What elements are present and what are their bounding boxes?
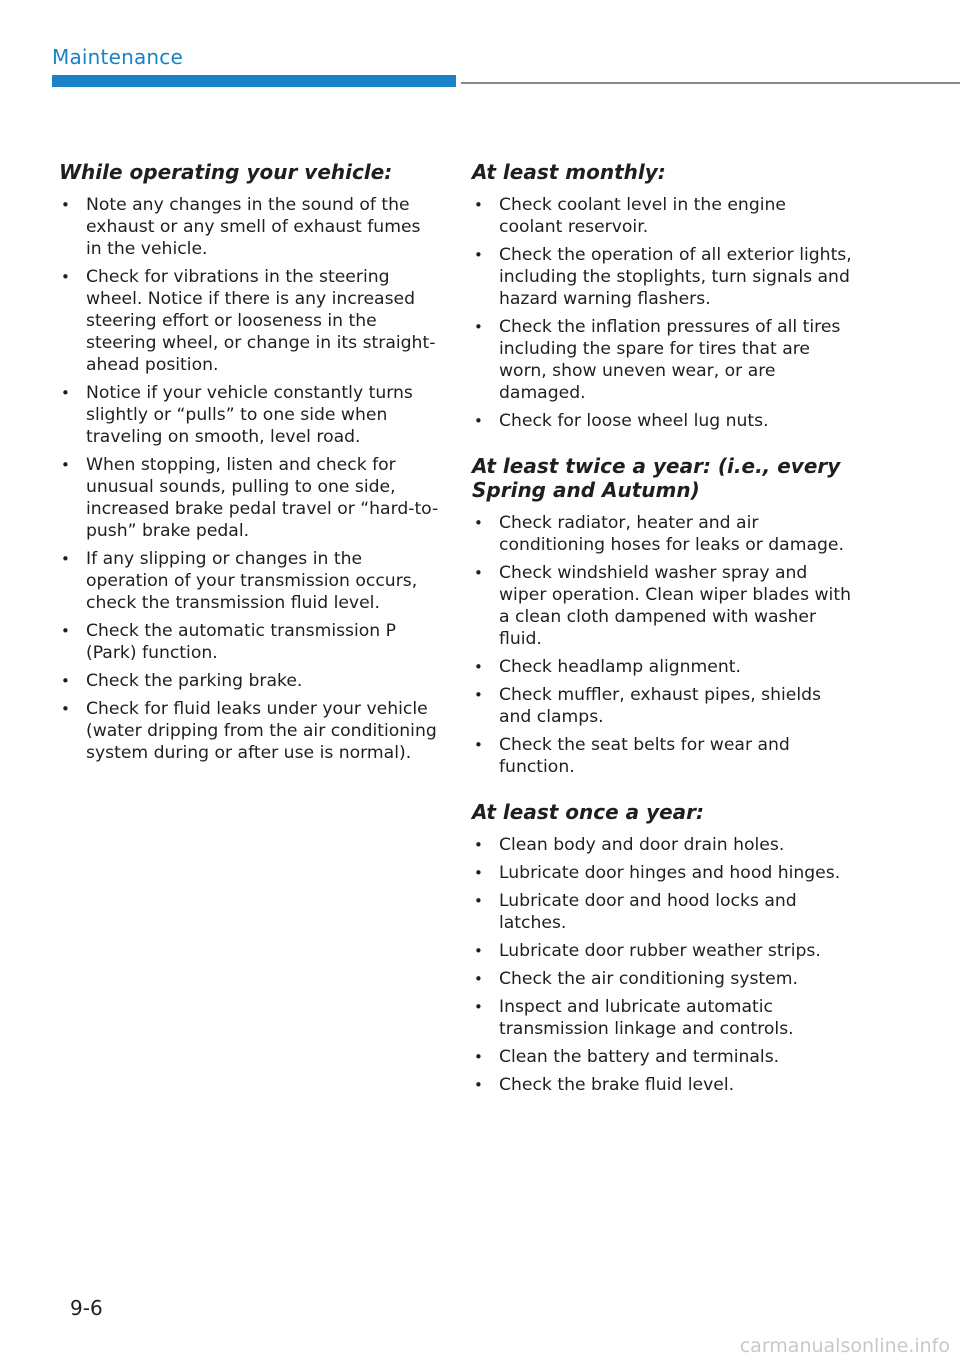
list-item: • Check the inflation pressures of all tires including the spare for tires that are worn, show uneven wear, or are damaged. — [472, 316, 852, 404]
section-title: Maintenance — [52, 45, 183, 69]
header-rule — [461, 82, 960, 84]
list-item: • Inspect and lubricate automatic transmission linkage and controls. — [472, 996, 852, 1040]
list-item: • When stopping, listen and check for unusual sounds, pulling to one side, increased brake pedal travel or “hard-to-push” brake pedal. — [59, 454, 439, 542]
list-item: • Check for fluid leaks under your vehicle (water dripping from the air conditioning system during or after use is normal). — [59, 698, 439, 764]
section-heading: At least once a year: — [472, 800, 705, 824]
section-heading: At least twice a year: (i.e., every Spring and Autumn) — [472, 454, 841, 502]
list-item: • Clean body and door drain holes. — [472, 834, 852, 856]
list-item: • Lubricate door rubber weather strips. — [472, 940, 852, 962]
page-number: 9-6 — [70, 1296, 103, 1320]
list-item: • Check headlamp alignment. — [472, 656, 852, 678]
watermark: carmanualsonline.info — [739, 1335, 950, 1357]
checklist — [472, 834, 852, 1096]
list-item: • Check the operation of all exterior lights, including the stoplights, turn signals and hazard warning flashers. — [472, 244, 852, 310]
checklist — [472, 194, 852, 432]
section-heading: While operating your vehicle: — [59, 160, 393, 184]
list-item: • Check muffler, exhaust pipes, shields and clamps. — [472, 684, 852, 728]
checklist — [59, 194, 439, 764]
list-item: • Check radiator, heater and air conditioning hoses for leaks or damage. — [472, 512, 852, 556]
list-item: • Clean the battery and terminals. — [472, 1046, 852, 1068]
list-item: • Check the brake fluid level. — [472, 1074, 852, 1096]
list-item: • Lubricate door and hood locks and latches. — [472, 890, 852, 934]
list-item: • If any slipping or changes in the operation of your transmission occurs, check the transmission fluid level. — [59, 548, 439, 614]
list-item: • Notice if your vehicle constantly turns slightly or “pulls” to one side when traveling on smooth, level road. — [59, 382, 439, 448]
list-item: • Check for loose wheel lug nuts. — [472, 410, 852, 432]
list-item: • Check the air conditioning system. — [472, 968, 852, 990]
list-item: • Note any changes in the sound of the exhaust or any smell of exhaust fumes in the vehicle. — [59, 194, 439, 260]
list-item: • Lubricate door hinges and hood hinges. — [472, 862, 852, 884]
list-item: • Check the parking brake. — [59, 670, 439, 692]
section-heading: At least monthly: — [472, 160, 666, 184]
list-item: • Check windshield washer spray and wiper operation. Clean wiper blades with a clean cloth dampened with washer fluid. — [472, 562, 852, 650]
checklist — [472, 512, 852, 778]
list-item: • Check the automatic transmission P (Park) function. — [59, 620, 439, 664]
list-item: • Check coolant level in the engine coolant reservoir. — [472, 194, 852, 238]
list-item: • Check the seat belts for wear and function. — [472, 734, 852, 778]
header-accent-bar — [52, 75, 456, 87]
left-column — [59, 160, 439, 770]
right-column — [472, 160, 852, 1102]
list-item: • Check for vibrations in the steering wheel. Notice if there is any increased steering effort or looseness in the steering wheel, or change in its straight-ahead position. — [59, 266, 439, 376]
